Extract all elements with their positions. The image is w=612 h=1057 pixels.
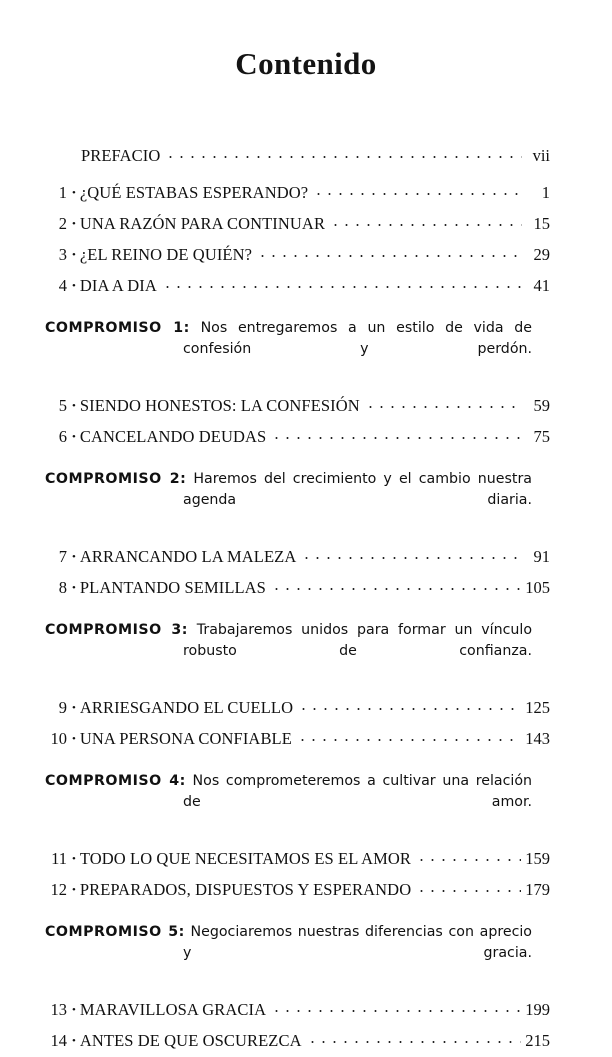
entry-title: ANTES DE QUE OSCUREZCA — [79, 1031, 302, 1050]
entry-number: 13 — [50, 1000, 67, 1019]
toc-entry-preparados-dispuestos-y-esperando[interactable] — [45, 874, 550, 905]
entry-title: UNA RAZÓN PARA CONTINUAR — [79, 214, 326, 233]
toc-entry-dia-a-dia[interactable] — [45, 270, 550, 301]
entry-number: 10 — [50, 729, 67, 748]
page-title: Contenido — [235, 46, 377, 81]
commitment-text: Haremos del crecimiento y el cambio nuestra agenda diaria. — [183, 471, 532, 508]
dot-leader — [162, 275, 522, 291]
entry-number: 14 — [50, 1031, 67, 1050]
dot-leader — [257, 244, 522, 260]
entry-page-number: 91 — [533, 547, 550, 566]
entry-title: SIENDO HONESTOS: LA CONFESIÓN — [79, 396, 360, 415]
commitment-text: Nos entregaremos a un estilo de vida de confesión y perdón. — [183, 320, 533, 357]
commitment-heading-compromiso-2 — [45, 469, 550, 532]
entry-page-number: 199 — [525, 1000, 550, 1019]
entry-title: MARAVILLOSA GRACIA — [79, 1000, 267, 1019]
toc-entry-antes-de-que-oscurezca[interactable] — [45, 1025, 550, 1056]
commitment-text: Trabajaremos unidos para formar un vínculo robusto de confianza. — [183, 622, 533, 659]
toc-entry-plantando-semillas[interactable] — [45, 572, 550, 603]
entry-title: TODO LO QUE NECESITAMOS ES EL AMOR — [79, 849, 412, 868]
bullet-separator-icon: • — [72, 400, 76, 412]
entry-number: 9 — [58, 698, 67, 717]
entry-page-number: 159 — [525, 849, 550, 868]
entry-page-number: 105 — [525, 578, 550, 597]
entry-page-number: 1 — [541, 183, 550, 202]
toc-entry-cancelando-deudas[interactable] — [45, 421, 550, 452]
entry-number: 5 — [58, 396, 67, 415]
entry-page-number: 143 — [525, 729, 550, 748]
toc-entry-arriesgando-el-cuello[interactable] — [45, 692, 550, 723]
bullet-separator-icon: • — [72, 280, 76, 292]
bullet-separator-icon: • — [72, 249, 76, 261]
entry-page-number: 75 — [533, 427, 550, 446]
entry-title: PREPARADOS, DISPUESTOS Y ESPERANDO — [79, 880, 412, 899]
entry-number: 12 — [50, 880, 67, 899]
entry-page-number: 125 — [525, 698, 550, 717]
toc-entry-arrancando-la-maleza[interactable] — [45, 541, 550, 572]
bullet-separator-icon: • — [72, 218, 76, 230]
commitment-label: COMPROMISO 3: — [45, 622, 188, 638]
entry-number: 1 — [58, 183, 67, 202]
bullet-separator-icon: • — [72, 1035, 76, 1047]
dot-leader — [365, 395, 522, 411]
entry-number: 6 — [58, 427, 67, 446]
toc-entry-maravillosa-gracia[interactable] — [45, 994, 550, 1025]
dot-leader — [416, 848, 521, 864]
entry-page-number: 15 — [533, 214, 550, 233]
commitment-heading-compromiso-1 — [45, 318, 550, 381]
dot-leader — [330, 213, 522, 229]
entry-title: PREFACIO — [81, 146, 161, 165]
dot-leader — [271, 999, 521, 1015]
entry-title: ¿EL REINO DE QUIÉN? — [79, 245, 253, 264]
bullet-separator-icon: • — [72, 1004, 76, 1016]
entry-title: ARRANCANDO LA MALEZA — [79, 547, 297, 566]
toc-entry-una-persona-confiable[interactable] — [45, 723, 550, 754]
bullet-separator-icon: • — [72, 551, 76, 563]
entry-page-number: 215 — [525, 1031, 550, 1050]
bullet-separator-icon: • — [72, 431, 76, 443]
commitment-label: COMPROMISO 4: — [45, 773, 186, 789]
toc-entry-siendo-honestos-la-confesion[interactable] — [45, 390, 550, 421]
bullet-separator-icon: • — [72, 733, 76, 745]
dot-leader — [298, 697, 521, 713]
entry-number: 7 — [58, 547, 67, 566]
entry-number: 8 — [58, 578, 67, 597]
commitment-label: COMPROMISO 1: — [45, 320, 190, 336]
entry-number: 4 — [58, 276, 67, 295]
dot-leader — [297, 728, 521, 744]
commitment-label: COMPROMISO 2: — [45, 471, 187, 487]
entry-number: 3 — [58, 245, 67, 264]
dot-leader — [271, 577, 521, 593]
entry-page-number: 29 — [533, 245, 550, 264]
bullet-separator-icon: • — [72, 702, 76, 714]
bullet-separator-icon: • — [72, 582, 76, 594]
entry-title: PLANTANDO SEMILLAS — [79, 578, 266, 597]
entry-page-number: 179 — [525, 880, 550, 899]
entry-title: ARRIESGANDO EL CUELLO — [79, 698, 294, 717]
toc-entry-una-razon-para-continuar[interactable] — [45, 208, 550, 239]
toc-entry-preface[interactable] — [45, 140, 550, 171]
entry-number: 11 — [51, 849, 67, 868]
bullet-separator-icon: • — [72, 853, 76, 865]
bullet-separator-icon: • — [72, 884, 76, 896]
entry-title: DIA A DIA — [79, 276, 157, 295]
dot-leader — [271, 426, 522, 442]
entry-page-number: 59 — [533, 396, 550, 415]
entry-page-number: 41 — [533, 276, 550, 295]
commitment-label: COMPROMISO 5: — [45, 924, 185, 940]
dot-leader — [307, 1030, 522, 1046]
commitment-heading-compromiso-3 — [45, 620, 550, 683]
commitment-heading-compromiso-5 — [45, 922, 550, 985]
toc-entry-todo-lo-que-necesitamos-es-el-amor[interactable] — [45, 843, 550, 874]
entry-title: ¿QUÉ ESTABAS ESPERANDO? — [79, 183, 309, 202]
entry-page-number: vii — [532, 146, 550, 165]
dot-leader — [416, 879, 521, 895]
toc-entry-que-estabas-esperando[interactable] — [45, 177, 550, 208]
entry-number: 2 — [58, 214, 67, 233]
commitment-heading-compromiso-4 — [45, 771, 550, 834]
dot-leader — [165, 145, 522, 161]
entry-title: CANCELANDO DEUDAS — [79, 427, 267, 446]
dot-leader — [301, 546, 522, 562]
dot-leader — [313, 182, 522, 198]
commitment-text: Nos comprometeremos a cultivar una relación de amor. — [183, 773, 533, 810]
toc-entry-el-reino-de-quien[interactable] — [45, 239, 550, 270]
bullet-separator-icon: • — [72, 187, 76, 199]
entry-title: UNA PERSONA CONFIABLE — [79, 729, 292, 748]
toc-list — [45, 140, 550, 1056]
commitment-text: Negociaremos nuestras diferencias con aprecio y gracia. — [183, 924, 532, 961]
